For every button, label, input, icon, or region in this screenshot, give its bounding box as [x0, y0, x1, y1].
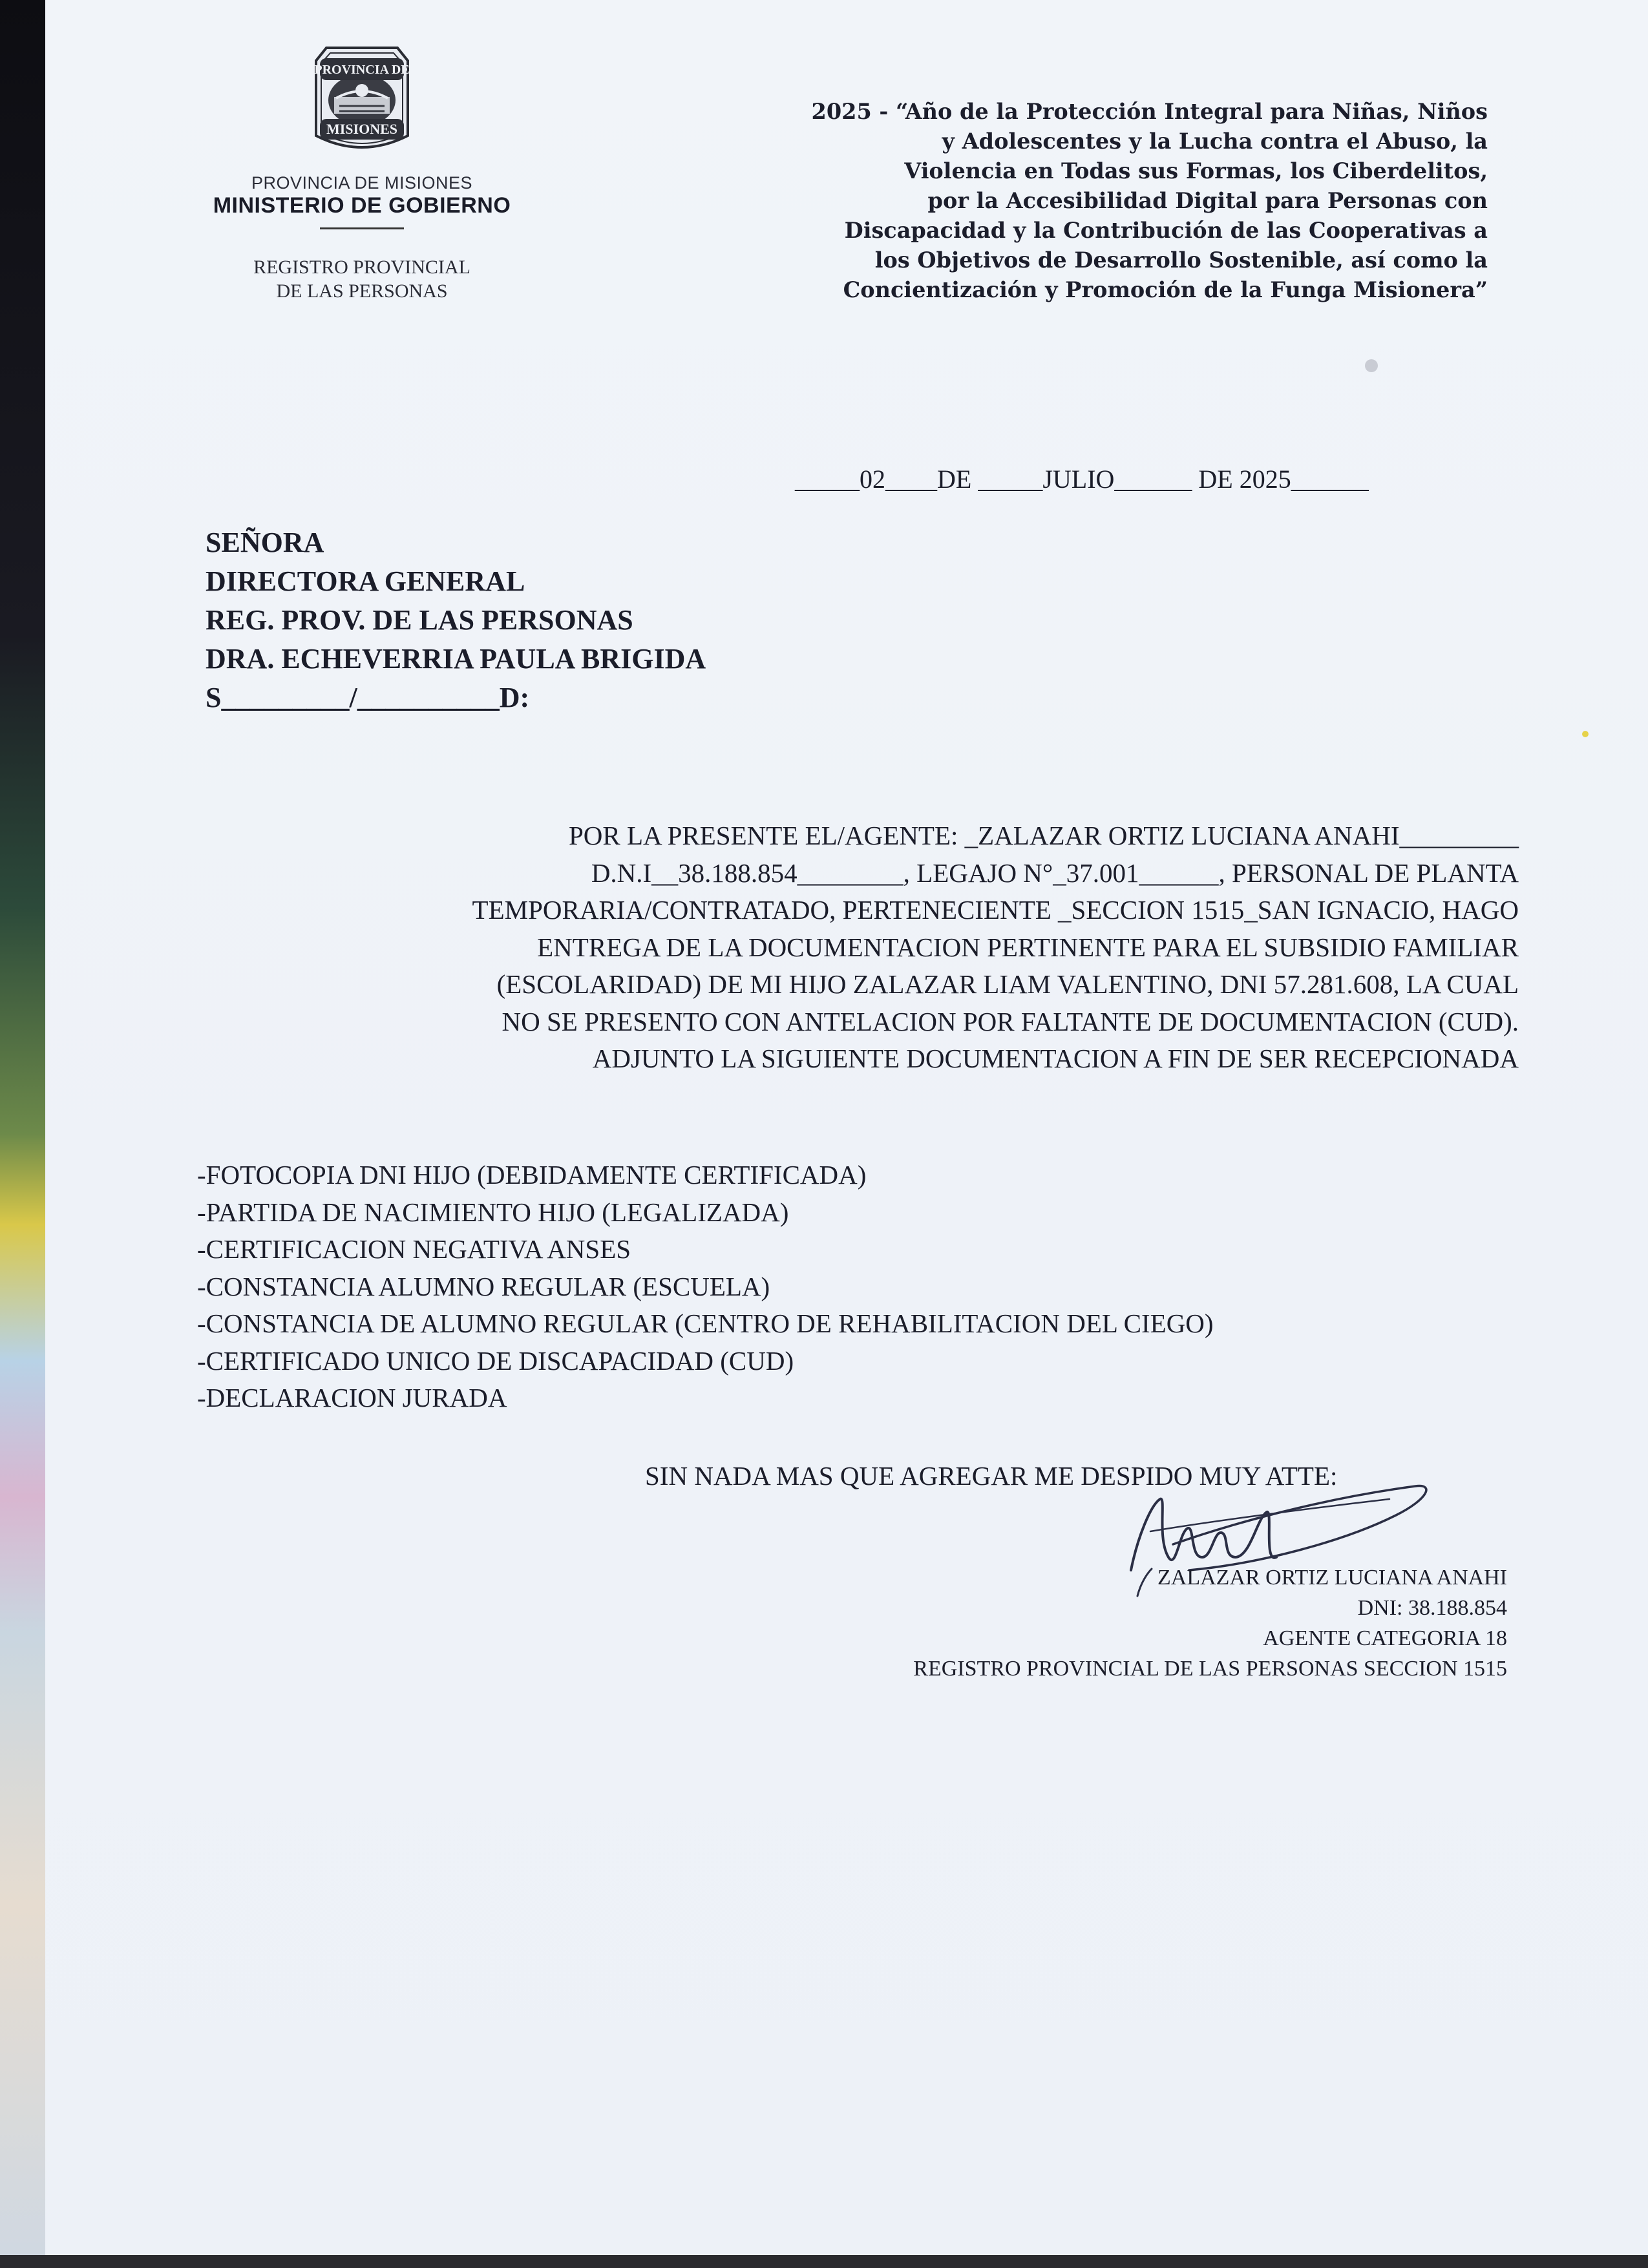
motto-line: y Adolescentes y la Lucha contra el Abuso, la — [942, 129, 1488, 154]
paper-spot — [1582, 731, 1589, 737]
registry-line: DE LAS PERSONAS — [276, 280, 448, 302]
list-item: -CONSTANCIA ALUMNO REGULAR (ESCUELA) — [197, 1271, 770, 1301]
signer-block — [743, 1562, 1507, 1684]
list-item: -PARTIDA DE NACIMIENTO HIJO (LEGALIZADA) — [197, 1197, 789, 1227]
addressee-line: S_________/__________D: — [206, 682, 530, 713]
body-line: TEMPORARIA/CONTRATADO, PERTENECIENTE _SECCION 1515_SAN IGNACIO, HAGO — [472, 895, 1519, 925]
body-line: D.N.I__38.188.854________, LEGAJO N°_37.001______, PERSONAL DE PLANTA — [591, 857, 1519, 888]
addressee-line: REG. PROV. DE LAS PERSONAS — [206, 604, 633, 636]
letter-body — [194, 817, 1519, 1078]
motto-line: Concientización y Promoción de la Funga Misionera” — [843, 277, 1488, 302]
closing-line: SIN NADA MAS QUE AGREGAR ME DESPIDO MUY ATTE: — [645, 1461, 1338, 1491]
addressee-block — [206, 523, 706, 717]
province-seal-icon — [301, 39, 423, 162]
body-line: (ESCOLARIDAD) DE MI HIJO ZALAZAR LIAM VALENTINO, DNI 57.281.608, LA CUAL — [496, 969, 1519, 999]
list-item: -CERTIFICADO UNICO DE DISCAPACIDAD (CUD) — [197, 1345, 794, 1376]
signer-category: AGENTE CATEGORIA 18 — [1263, 1626, 1507, 1650]
motto-line: 2025 - “Año de la Protección Integral para Niñas, Niños — [811, 99, 1488, 124]
signer-dni: DNI: 38.188.854 — [1357, 1596, 1507, 1620]
date-line: _____02____DE _____JULIO______ DE 2025______ — [795, 465, 1369, 494]
addressee-line: DRA. ECHEVERRIA PAULA BRIGIDA — [206, 643, 706, 675]
seal-text-top: PROVINCIA DE — [314, 63, 410, 77]
letterhead-divider — [320, 227, 404, 229]
motto-line: Discapacidad y la Contribución de las Cooperativas a — [844, 218, 1488, 243]
addressee-line: DIRECTORA GENERAL — [206, 565, 525, 597]
addressee-line: SEÑORA — [206, 527, 324, 558]
body-line: ADJUNTO LA SIGUIENTE DOCUMENTACION A FIN DE SER RECEPCIONADA — [592, 1044, 1519, 1073]
list-item: -FOTOCOPIA DNI HIJO (DEBIDAMENTE CERTIFICADA) — [197, 1160, 867, 1190]
list-item: -CONSTANCIA DE ALUMNO REGULAR (CENTRO DE REHABILITACION DEL CIEGO) — [197, 1308, 1214, 1338]
province-name: PROVINCIA DE MISIONES — [251, 173, 473, 193]
scan-bottom-edge — [0, 2255, 1648, 2268]
motto-line: por la Accesibilidad Digital para Personas con — [927, 188, 1488, 213]
motto-line: Violencia en Todas sus Formas, los Ciberdelitos, — [904, 158, 1488, 184]
body-line: POR LA PRESENTE EL/AGENTE: _ZALAZAR ORTIZ LUCIANA ANAHI_________ — [568, 821, 1519, 850]
registry-name — [194, 255, 530, 303]
registry-line: REGISTRO PROVINCIAL — [253, 257, 470, 278]
ministry-name: MINISTERIO DE GOBIERNO — [213, 193, 511, 218]
body-line: ENTREGA DE LA DOCUMENTACION PERTINENTE PARA EL SUBSIDIO FAMILIAR — [537, 932, 1519, 962]
signer-name: ZALAZAR ORTIZ LUCIANA ANAHI — [1157, 1566, 1507, 1590]
letterhead — [194, 39, 530, 303]
paper-spot — [1365, 359, 1378, 372]
scan-edge — [0, 0, 45, 2268]
year-motto — [672, 97, 1488, 305]
document-page — [45, 0, 1648, 2255]
list-item: -DECLARACION JURADA — [197, 1383, 507, 1412]
list-item: -CERTIFICACION NEGATIVA ANSES — [197, 1234, 631, 1264]
signer-office: REGISTRO PROVINCIAL DE LAS PERSONAS SECCION 1515 — [913, 1657, 1507, 1681]
body-line: NO SE PRESENTO CON ANTELACION POR FALTANTE DE DOCUMENTACION (CUD). — [502, 1006, 1519, 1036]
attached-documents-list — [197, 1157, 1214, 1417]
seal-text-bottom: MISIONES — [326, 121, 398, 137]
motto-line: los Objetivos de Desarrollo Sostenible, así como la — [874, 247, 1488, 273]
